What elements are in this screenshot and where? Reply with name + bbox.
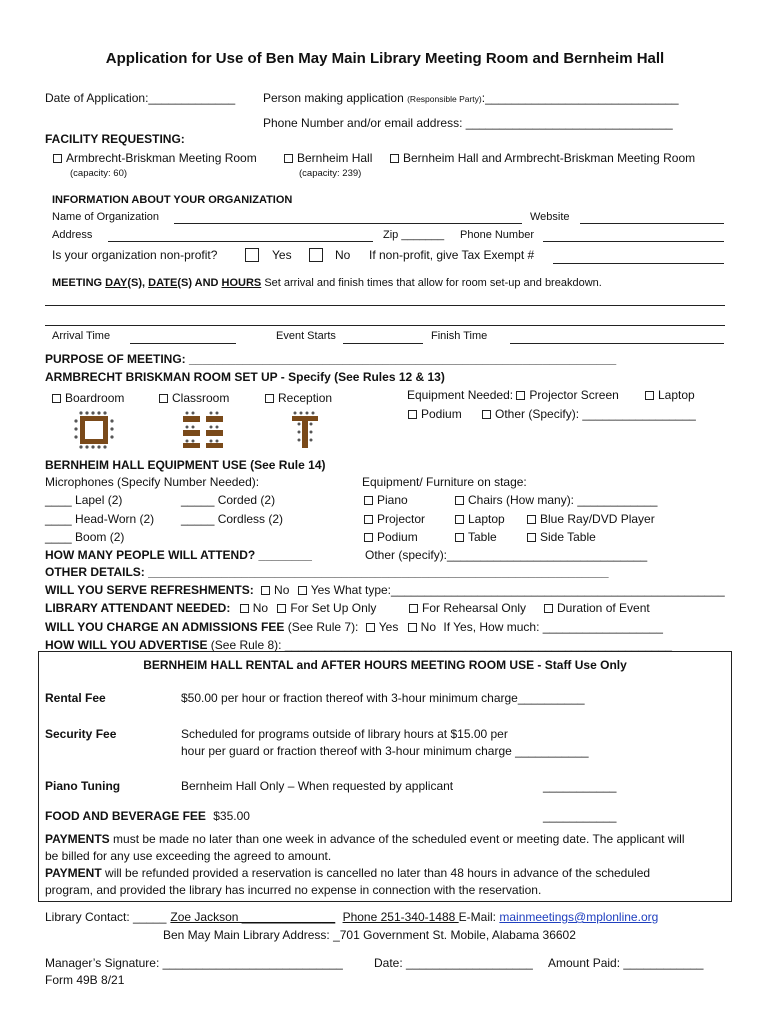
security-fee-text-2[interactable]: hour per guard or fraction thereof with 3-hour minimum charge ___________ (181, 744, 589, 758)
food-fee-blank[interactable]: ___________ (543, 809, 617, 823)
person-blank: :_____________________________ (481, 91, 679, 105)
facility-option-both[interactable] (390, 152, 695, 166)
finish-time-label: Finish Time (431, 330, 488, 342)
meeting-line-1[interactable] (45, 305, 725, 306)
payment-line-2: program, and provided the library has incurred no expense in connection with the reservation. (45, 883, 542, 897)
other-details[interactable]: OTHER DETAILS: _____________________________________________________________________ (45, 565, 609, 579)
phone-number-input[interactable] (543, 241, 724, 242)
contact-email-link[interactable]: mainmeetings@mplonline.org (499, 910, 659, 924)
mic-corded[interactable]: _____ Corded (2) (181, 493, 276, 507)
equipment-needed-row (407, 389, 619, 403)
contact-label: Library Contact: _____ (45, 910, 167, 924)
food-fee-row (45, 810, 250, 824)
attendance-question[interactable]: HOW MANY PEOPLE WILL ATTEND? ________ (45, 548, 312, 562)
checkbox-icon[interactable] (364, 515, 373, 524)
amount-paid[interactable]: Amount Paid: ____________ (548, 956, 704, 970)
arrival-time-label: Arrival Time (52, 330, 111, 342)
equip-other[interactable] (482, 408, 696, 422)
payments-text: must be made no later than one week in advance of the scheduled event or meeting date. The applicant will (109, 832, 685, 846)
checkbox-icon[interactable] (408, 410, 417, 419)
meeting-label-part: (S) AND (177, 277, 222, 289)
admission-rule: (See Rule 7): (284, 620, 359, 634)
security-fee-label: Security Fee (45, 727, 117, 741)
stage-item-label: Podium (377, 530, 418, 544)
stage-laptop[interactable] (455, 513, 505, 527)
capacity-bh: (capacity: 239) (299, 168, 362, 179)
checkbox-icon[interactable] (527, 533, 536, 542)
checkbox-icon[interactable] (516, 391, 525, 400)
stage-item-label: Blue Ray/DVD Player (540, 512, 655, 526)
phone-email-field[interactable]: Phone Number and/or email address: _______________________________ (263, 116, 673, 130)
boardroom-layout-icon (73, 410, 115, 450)
payments-line-2: be billed for any use exceeding the agreed to amount. (45, 849, 332, 863)
stage-item-label: Piano (377, 493, 408, 507)
stage-podium[interactable] (364, 531, 418, 545)
attendant-row (45, 602, 376, 616)
meeting-line-2[interactable] (45, 325, 725, 326)
attendant-duration-label: Duration of Event (557, 601, 650, 615)
admission-amount[interactable]: If Yes, How much: __________________ (443, 620, 663, 634)
refreshments-no: No (274, 583, 290, 597)
meeting-label-day: DAY (105, 277, 128, 289)
equipment-needed-label: Equipment Needed: (407, 388, 514, 402)
facility-option-ab[interactable] (53, 152, 257, 166)
checkbox-icon[interactable] (277, 604, 286, 613)
nonprofit-yes-checkbox[interactable] (245, 248, 259, 262)
manager-signature[interactable]: Manager’s Signature: ___________________________ (45, 956, 343, 970)
staff-heading: BERNHEIM HALL RENTAL and AFTER HOURS MEETING ROOM USE - Staff Use Only (143, 658, 627, 672)
tax-exempt-input[interactable] (553, 263, 724, 264)
meeting-label-part: MEETING (52, 277, 106, 289)
checkbox-icon[interactable] (240, 604, 249, 613)
checkbox-icon[interactable] (482, 410, 491, 419)
facility-option-label: Bernheim Hall and Armbrecht-Briskman Meeting Room (403, 151, 696, 165)
signature-date[interactable]: Date: ___________________ (374, 956, 533, 970)
arrival-time-input[interactable] (130, 343, 236, 344)
checkbox-icon[interactable] (409, 604, 418, 613)
attendant-setup: For Set Up Only (290, 601, 377, 615)
checkbox-icon[interactable] (265, 394, 274, 403)
mic-boom[interactable]: ____ Boom (2) (45, 530, 125, 544)
person-making-application[interactable] (263, 92, 679, 106)
zip-field[interactable]: Zip _______ (383, 229, 445, 241)
facility-option-label: Armbrecht-Briskman Meeting Room (66, 151, 257, 165)
attendant-label: LIBRARY ATTENDANT NEEDED: (45, 601, 231, 615)
layout-label: Boardroom (65, 391, 125, 405)
meeting-label-hours: HOURS (221, 277, 262, 289)
piano-tuning-label: Piano Tuning (45, 779, 121, 793)
stage-projector[interactable] (364, 513, 425, 527)
checkbox-icon[interactable] (645, 391, 654, 400)
nonprofit-yes-label: Yes (272, 248, 292, 262)
org-name-label: Name of Organization (52, 211, 159, 223)
piano-tuning-blank[interactable]: ___________ (543, 779, 617, 793)
refreshments-type[interactable]: What type:__________________________________________________ (333, 583, 725, 597)
laptop-label: Laptop (658, 388, 695, 402)
event-starts-label: Event Starts (276, 330, 336, 342)
classroom-layout-icon (181, 410, 227, 448)
admission-label: WILL YOU CHARGE AN ADMISSIONS FEE (45, 620, 285, 634)
contact-phone: Phone 251-340-1488 (342, 910, 459, 924)
advertise-rule: (See Rule 8): __________________________________________________________ (207, 638, 672, 652)
checkbox-icon[interactable] (159, 394, 168, 403)
checkbox-icon[interactable] (455, 515, 464, 524)
nonprofit-no-label: No (335, 248, 351, 262)
website-label: Website (530, 211, 570, 223)
equip-podium[interactable] (408, 408, 462, 422)
stage-item-label: Table (468, 530, 497, 544)
person-label: Person making application (263, 91, 404, 105)
layout-label: Reception (278, 391, 333, 405)
projector-screen-label: Projector Screen (529, 388, 619, 402)
refreshments-yes: Yes (310, 583, 331, 597)
stage-side-table[interactable] (527, 531, 596, 545)
layout-boardroom[interactable] (52, 392, 124, 406)
tax-exempt-label: If non-profit, give Tax Exempt # (369, 248, 535, 262)
checkbox-icon[interactable] (544, 604, 553, 613)
form-number: Form 49B 8/21 (45, 973, 125, 987)
contact-name: Zoe Jackson ______________ (170, 910, 336, 924)
equip-laptop[interactable] (645, 389, 695, 403)
payments-bold: PAYMENTS (45, 832, 110, 846)
capacity-ab: (capacity: 60) (70, 168, 128, 179)
checkbox-icon[interactable] (261, 586, 270, 595)
website-input[interactable] (580, 223, 724, 224)
layout-label: Classroom (172, 391, 230, 405)
payment-bold: PAYMENT (45, 866, 102, 880)
rental-fee-text[interactable]: $50.00 per hour or fraction thereof with 3-hour minimum charge__________ (181, 691, 585, 705)
stage-piano[interactable] (364, 494, 408, 508)
stage-item-label: Chairs (How many): ____________ (468, 493, 658, 507)
checkbox-icon[interactable] (364, 496, 373, 505)
org-heading: INFORMATION ABOUT YOUR ORGANIZATION (52, 194, 293, 206)
food-fee-amount: $35.00 (213, 809, 250, 823)
meeting-note: Set arrival and finish times that allow for room set-up and breakdown. (264, 277, 602, 289)
form-title: Application for Use of Ben May Main Library Meeting Room and Bernheim Hall (105, 50, 665, 67)
staff-use-box (38, 651, 732, 902)
checkbox-icon[interactable] (364, 533, 373, 542)
phone-number-label: Phone Number (460, 229, 534, 241)
facility-option-bh[interactable] (284, 152, 372, 166)
piano-tuning-text: Bernheim Hall Only – When requested by applicant (181, 779, 454, 793)
checkbox-icon[interactable] (52, 394, 61, 403)
library-address: Ben May Main Library Address: _701 Government St. Mobile, Alabama 36602 (163, 928, 576, 942)
stage-table[interactable] (455, 531, 497, 545)
admission-yes: Yes (378, 620, 399, 634)
mic-cordless[interactable]: _____ Cordless (2) (181, 512, 284, 526)
stage-bluray[interactable] (527, 513, 655, 527)
mic-lapel[interactable]: ____ Lapel (2) (45, 493, 123, 507)
admission-row (45, 621, 663, 635)
purpose-of-meeting[interactable]: PURPOSE OF MEETING: ________________________________________________________________ (45, 352, 617, 366)
finish-time-input[interactable] (510, 343, 724, 344)
meeting-label-part: (S), (127, 277, 149, 289)
checkbox-icon[interactable] (284, 154, 293, 163)
person-note: (Responsible Party) (407, 94, 482, 104)
org-name-input[interactable] (174, 223, 522, 224)
reception-layout-icon (290, 410, 320, 450)
facility-heading: FACILITY REQUESTING: (45, 132, 185, 146)
facility-option-label: Bernheim Hall (297, 151, 373, 165)
refreshments-label: WILL YOU SERVE REFRESHMENTS: (45, 583, 254, 597)
email-label: E-Mail: (458, 910, 497, 924)
stage-item-label: Projector (377, 512, 426, 526)
checkbox-icon[interactable] (390, 154, 399, 163)
nonprofit-question: Is your organization non-profit? (52, 248, 218, 262)
payment-line-1 (45, 867, 650, 881)
checkbox-icon[interactable] (408, 623, 417, 632)
meeting-day-date-hours (52, 277, 602, 290)
checkbox-icon[interactable] (366, 623, 375, 632)
bh-heading: BERNHEIM HALL EQUIPMENT USE (See Rule 14) (45, 458, 326, 472)
checkbox-icon[interactable] (455, 496, 464, 505)
event-starts-input[interactable] (343, 343, 423, 344)
attendant-duration[interactable] (544, 602, 650, 616)
stage-item-label: Side Table (540, 530, 596, 544)
address-label: Address (52, 229, 93, 241)
payments-line-1 (45, 833, 685, 847)
mics-label: Microphones (Specify Number Needed): (45, 475, 260, 489)
meeting-label-date: DATE (148, 277, 178, 289)
refreshments-row (45, 584, 725, 598)
layout-classroom[interactable] (159, 392, 229, 406)
checkbox-icon[interactable] (527, 515, 536, 524)
nonprofit-no-checkbox[interactable] (309, 248, 323, 262)
stage-label: Equipment/ Furniture on stage: (362, 475, 527, 489)
payment-text: will be refunded provided a reservation is cancelled no later than 48 hours in advance of the scheduled (101, 866, 651, 880)
podium-label: Podium (421, 407, 462, 421)
address-input[interactable] (108, 241, 373, 242)
attendant-rehearsal[interactable] (409, 602, 526, 616)
stage-other[interactable]: Other (specify):______________________________ (365, 548, 648, 562)
checkbox-icon[interactable] (455, 533, 464, 542)
library-contact (45, 911, 658, 925)
layout-reception[interactable] (265, 392, 332, 406)
rental-fee-label: Rental Fee (45, 691, 106, 705)
mic-headworn[interactable]: ____ Head-Worn (2) (45, 512, 155, 526)
attendant-no: No (252, 601, 269, 615)
ab-setup-heading: ARMBRECHT BRISKMAN ROOM SET UP - Specify (See Rules 12 & 13) (45, 370, 445, 384)
stage-chairs[interactable] (455, 494, 657, 508)
advertise-label: HOW WILL YOU ADVERTISE (45, 638, 208, 652)
security-fee-text-1: Scheduled for programs outside of library hours at $15.00 per (181, 727, 508, 741)
other-label: Other (Specify): _________________ (495, 407, 696, 421)
food-fee-label: FOOD AND BEVERAGE FEE (45, 809, 206, 823)
stage-item-label: Laptop (468, 512, 505, 526)
attendant-rehearsal-label: For Rehearsal Only (422, 601, 527, 615)
checkbox-icon[interactable] (298, 586, 307, 595)
date-of-application[interactable]: Date of Application:_____________ (45, 91, 236, 105)
admission-no: No (420, 620, 437, 634)
checkbox-icon[interactable] (53, 154, 62, 163)
